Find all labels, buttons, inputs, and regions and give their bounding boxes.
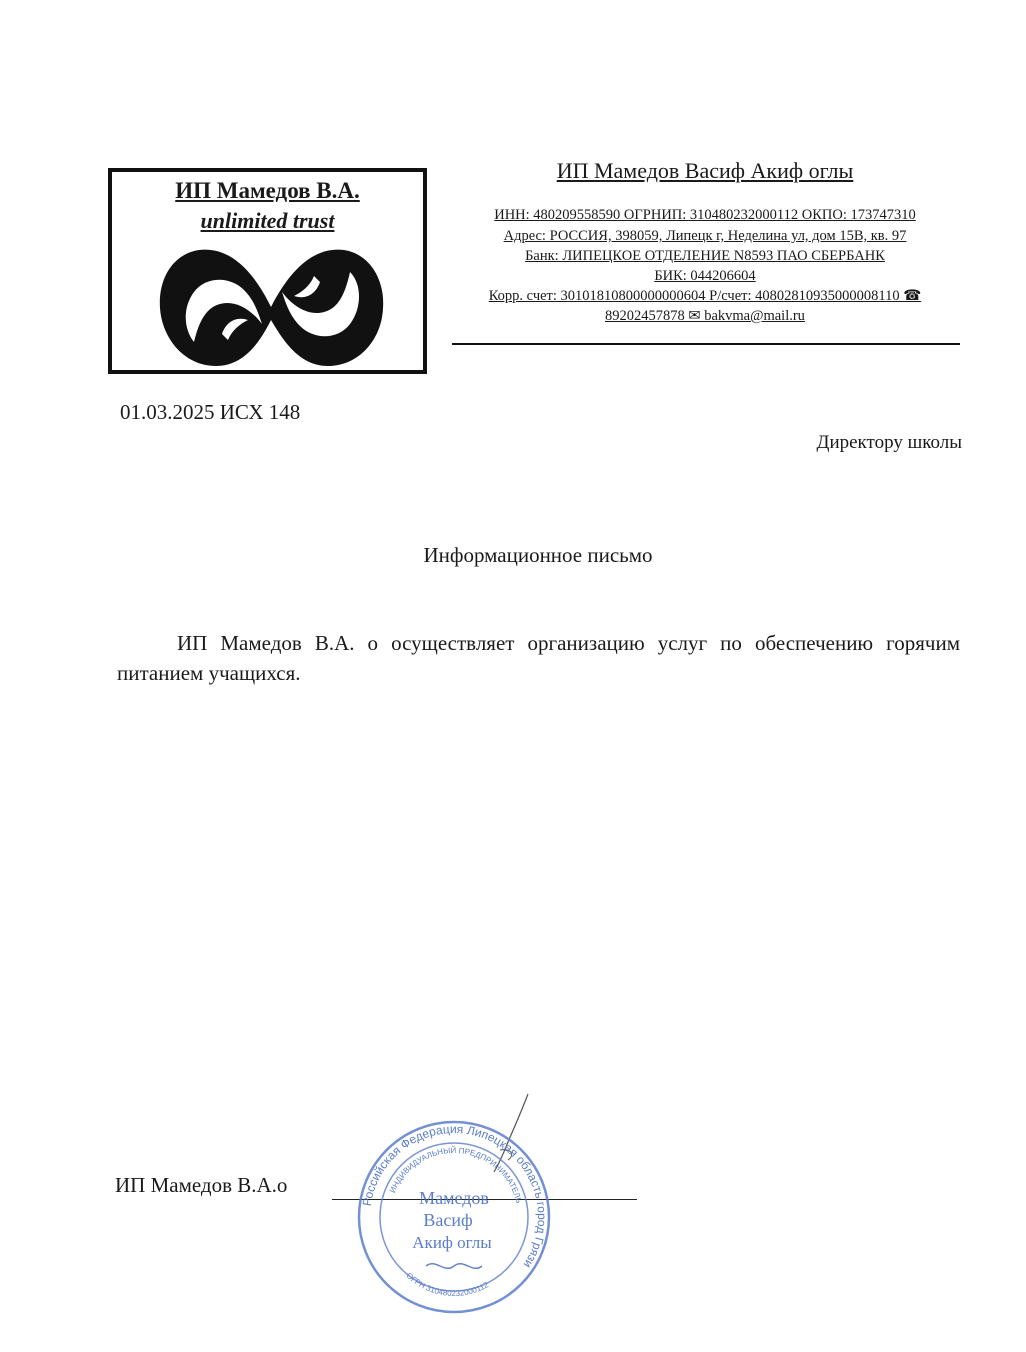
logo-subtitle: unlimited trust: [200, 208, 335, 233]
requisites-line: Банк: ЛИПЕЦКОЕ ОТДЕЛЕНИЕ N8593 ПАО СБЕРБАНК: [525, 248, 885, 264]
signer-name: ИП Мамедов В.А.о: [115, 1173, 288, 1197]
infinity-leaf-logo-icon: [154, 242, 389, 372]
stamp-center-line: Акиф оглы: [412, 1233, 492, 1252]
body-paragraph: ИП Мамедов В.А. о осуществляет организацию услуг по обеспечению горячим питанием учащихся.: [117, 631, 960, 685]
stamp-ornament-icon: [426, 1264, 482, 1269]
company-logo: [108, 168, 427, 374]
stamp-outer-text: Российская Федерация Липецкая область город Грязи: [359, 1121, 550, 1271]
outgoing-reference: 01.03.2025 ИСХ 148: [120, 400, 301, 424]
stamp-center-line: Васиф: [423, 1210, 473, 1230]
logo-title: ИП Мамедов В.А.: [175, 178, 360, 203]
org-name: ИП Мамедов Васиф Акиф оглы: [556, 158, 854, 183]
requisites-line: БИК: 044206604: [654, 268, 756, 284]
svg-text:ОГРН 310480232000112: [405, 1271, 491, 1298]
addressee: Директору школы: [816, 432, 962, 453]
requisites-line: 89202457878 ✉ bakvma@mail.ru: [605, 308, 805, 324]
requisites-line: ИНН: 480209558590 ОГРНИП: 310480232000112 ОКПО: 173747310: [494, 207, 916, 223]
requisites-line: Корр. счет: 30101810800000000604 Р/счет: 40802810935000008110 ☎: [488, 288, 922, 304]
requisites-line: Адрес: РОССИЯ, 398059, Липецк г, Неделина ул, дом 15В, кв. 97: [503, 228, 907, 244]
stamp-bottom-text: ОГРН 310480232000112: [404, 1270, 491, 1299]
letterhead-divider: [452, 343, 960, 345]
stamp-inner-text: ИНДИВИДУАЛЬНЫЙ ПРЕДПРИНИМАТЕЛЬ: [388, 1145, 524, 1205]
stamp-center-line: Мамедов: [419, 1188, 489, 1208]
document-title: Информационное письмо: [423, 543, 653, 567]
round-seal-stamp: [356, 1118, 552, 1316]
